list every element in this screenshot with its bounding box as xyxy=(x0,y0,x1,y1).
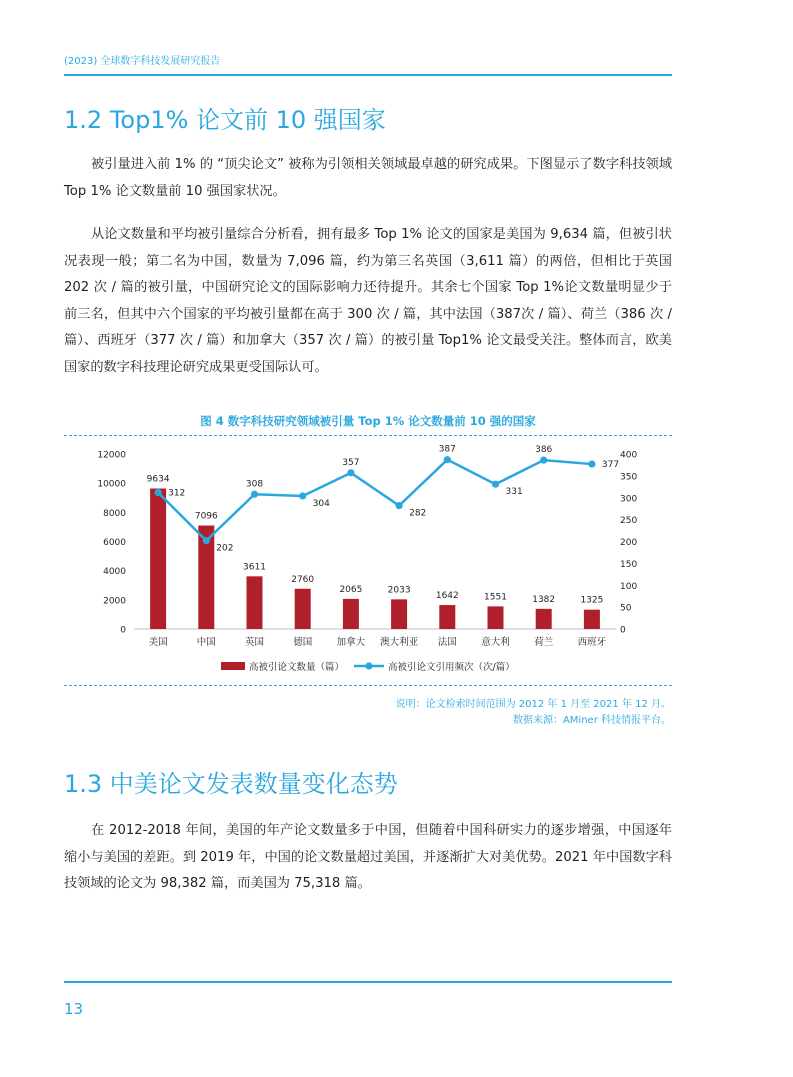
right-axis-tick-label: 0 xyxy=(620,625,626,636)
bar-value-label: 1325 xyxy=(580,595,604,606)
footer-rule xyxy=(64,981,672,983)
text-line: 相比于英国 202 次 / 篇的被引量，中国研究论文的国际影响力还待提升。其余七个国家 Top 1% xyxy=(64,253,672,295)
legend-line-marker xyxy=(365,662,372,669)
left-axis-tick-label: 0 xyxy=(120,625,126,636)
text-line: 技领域 Top 1% 论文数量前 10 强国家状况。 xyxy=(64,157,673,199)
left-axis-tick-label: 8000 xyxy=(103,508,126,519)
x-tick-label: 意大利 xyxy=(481,637,510,648)
line-value-label: 377 xyxy=(601,460,620,471)
line-point xyxy=(155,489,162,496)
paragraph-cn-us xyxy=(64,818,672,898)
x-tick-label: 加拿大 xyxy=(336,637,366,648)
bar-value-label: 1551 xyxy=(484,592,507,603)
line-point xyxy=(251,491,258,498)
text-line: 逐年缩小与美国的差距。到 2019 年，中国的论文数量超过美国，并逐渐扩大对美优势。2021 年 xyxy=(64,823,673,865)
left-axis-tick-label: 4000 xyxy=(103,567,126,578)
left-axis-tick-label: 10000 xyxy=(97,479,126,490)
line-point xyxy=(588,460,595,467)
combo-chart xyxy=(64,438,672,684)
line-series xyxy=(155,456,596,544)
section-heading-cn-us-trend: 1.3 中美论文发表数量变化态势 xyxy=(64,770,398,798)
line-value-label: 331 xyxy=(505,487,523,498)
right-axis-tick-label: 400 xyxy=(620,450,638,461)
x-tick-label: 法国 xyxy=(437,637,457,648)
figure-note: 说明：论文检索时间范围为 2012 年 1 月至 2021 年 12 月。 xyxy=(395,699,671,710)
left-axis-tick-label: 2000 xyxy=(103,596,126,607)
bar-value-label: 1382 xyxy=(532,594,556,605)
line-point xyxy=(540,457,547,464)
series-line xyxy=(158,457,592,541)
right-axis-tick-label: 50 xyxy=(620,603,632,614)
right-axis-tick-label: 150 xyxy=(620,559,638,570)
x-tick-label: 澳大利亚 xyxy=(380,637,419,648)
bar-value-label: 2065 xyxy=(339,584,363,595)
x-tick-label: 荷兰 xyxy=(534,637,554,648)
x-tick-labels xyxy=(149,636,607,648)
line-point xyxy=(492,481,499,488)
bar-series xyxy=(150,489,600,629)
text-line: 论文数量明显少于前三名，但其中六个国家的平均被引量都在高于 300 次 / 篇，其中法国（387 xyxy=(64,280,673,322)
bar xyxy=(295,589,311,629)
bar xyxy=(488,606,504,629)
text-line: 中国数字科技领域的论文为 98,382 篇，而美国为 75,318 篇。 xyxy=(64,849,672,891)
right-axis-tick-label: 350 xyxy=(620,472,638,483)
chart-legend xyxy=(221,661,515,673)
x-tick-label: 西班牙 xyxy=(577,637,607,648)
left-axis xyxy=(97,451,126,636)
text-line: 在 2012-2018 年间，美国的年产论文数量多于中国，但随着中国科研实力的逐步增强，中国 xyxy=(91,823,646,838)
right-axis-tick-label: 300 xyxy=(620,494,638,505)
header-rule xyxy=(64,74,672,76)
x-tick-label: 美国 xyxy=(148,637,168,648)
bar-value-label: 9634 xyxy=(146,474,170,485)
x-tick-label: 德国 xyxy=(293,637,313,648)
right-axis-tick-label: 100 xyxy=(620,581,638,592)
bar xyxy=(536,609,552,629)
figure-top-divider xyxy=(64,435,672,436)
line-value-label: 312 xyxy=(168,488,186,499)
bar-value-label: 1642 xyxy=(435,591,459,602)
line-point xyxy=(396,502,403,509)
line-value-label: 357 xyxy=(342,457,360,468)
line-value-label: 202 xyxy=(216,543,234,554)
bar xyxy=(391,599,407,629)
line-point xyxy=(444,456,451,463)
figure-title: 图 4 数字科技研究领域被引量 Top 1% 论文数量前 10 强的国家 xyxy=(200,414,536,428)
bar-data-labels xyxy=(147,475,604,606)
line-value-label: 304 xyxy=(312,499,330,509)
bar xyxy=(150,489,166,629)
line-point xyxy=(299,492,306,499)
page-number: 13 xyxy=(64,1000,84,1018)
paragraph-intro xyxy=(64,152,672,205)
bar-value-label: 2760 xyxy=(291,574,315,585)
line-value-label: 387 xyxy=(438,444,456,455)
text-line: 1% 论文最受关注。整体而言，欧美国家的数字科技理论研究成果更受国际认可。 xyxy=(64,333,672,375)
x-tick-label: 中国 xyxy=(196,637,216,648)
text-line: 次 / 篇）、荷兰（386 次 / 篇）、西班牙（377 次 / 篇）和加拿大（357 次 / 篇）的被引量 Top xyxy=(64,306,672,348)
bar xyxy=(247,576,263,629)
line-value-label: 282 xyxy=(409,508,427,519)
left-axis-tick-label: 6000 xyxy=(103,538,126,548)
x-tick-label: 英国 xyxy=(244,637,265,648)
left-axis-tick-label: 12000 xyxy=(97,450,126,461)
line-value-label: 386 xyxy=(535,445,553,456)
bar xyxy=(343,599,359,629)
text-line: 从论文数量和平均被引量综合分析看，拥有最多 Top 1% 论文的国家是美国为 9,634 篇，但 xyxy=(91,227,633,242)
legend-bar-swatch xyxy=(221,662,245,670)
figure-bottom-divider xyxy=(64,685,672,686)
right-axis-tick-label: 250 xyxy=(620,516,638,527)
bar xyxy=(439,605,455,629)
right-axis-tick-label: 200 xyxy=(620,538,638,548)
bar-value-label: 3611 xyxy=(243,562,266,573)
legend-bar-label: 高被引论文数量（篇） xyxy=(249,662,345,673)
bar-value-label: 7096 xyxy=(194,511,218,522)
line-point xyxy=(203,537,210,544)
legend-line-label: 高被引论文引用频次（次/篇） xyxy=(388,662,515,673)
line-point xyxy=(347,469,354,476)
bar-value-label: 2033 xyxy=(387,585,411,596)
bar xyxy=(584,610,600,629)
figure-source: 数据来源：AMiner 科技情报平台。 xyxy=(512,715,671,726)
text-line: 被引量进入前 1% 的 “顶尖论文” 被称为引领相关领域最卓越的研究成果。下图显示了数字科 xyxy=(91,157,633,172)
paragraph-analysis xyxy=(64,222,672,381)
section-heading-top1-countries: 1.2 Top1% 论文前 10 强国家 xyxy=(64,106,386,134)
text-line: 被引状况表现一般；第二名为中国，数量为 7,096 篇，约为第三名英国（3,611 篇）的两倍，但 xyxy=(64,227,672,269)
line-value-label: 308 xyxy=(245,479,264,490)
running-header: (2023) 全球数字科技发展研究报告 xyxy=(64,56,221,67)
right-axis xyxy=(620,451,637,636)
